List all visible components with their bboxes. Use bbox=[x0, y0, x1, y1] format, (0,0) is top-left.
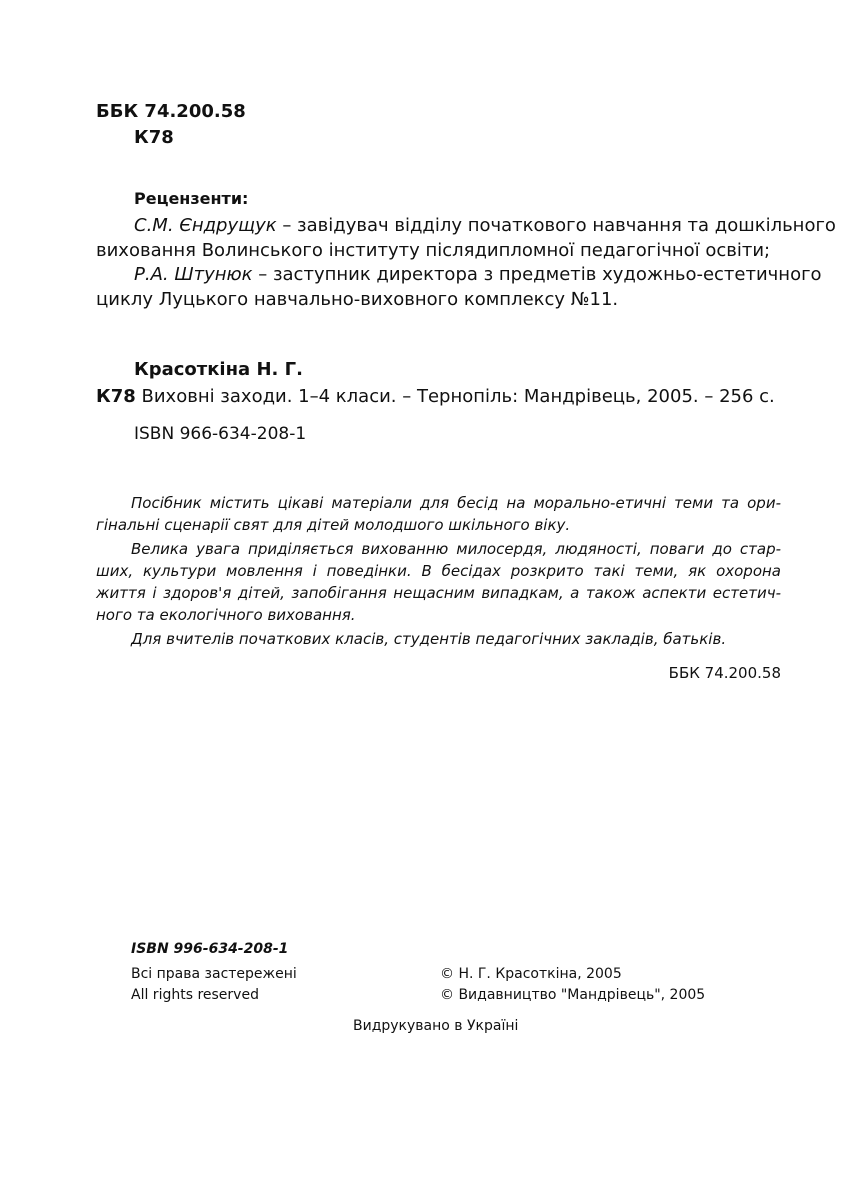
copyright-author: © Н. Г. Красоткіна, 2005 bbox=[440, 966, 622, 982]
copyright-publisher: © Видавництво "Мандрівець", 2005 bbox=[440, 987, 706, 1003]
footer-isbn: ISBN 996-634-208-1 bbox=[131, 941, 289, 957]
reviewer-2-name: Р.А. Штунюк bbox=[134, 264, 253, 285]
bbk-code: ББК 74.200.58 bbox=[96, 101, 246, 122]
rights-english: All rights reserved bbox=[131, 987, 259, 1003]
annotation-line: гінальні сценарії свят для дітей молодшого шкільного віку. bbox=[96, 516, 571, 534]
author-sign: К78 bbox=[134, 127, 174, 148]
bibliographic-code: К78 bbox=[96, 386, 136, 407]
author-name: Красоткіна Н. Г. bbox=[134, 359, 303, 380]
annotation-line: Для вчителів початкових класів, студентів педагогічних закладів, батьків. bbox=[131, 630, 727, 648]
reviewer-2-line-2: циклу Луцького навчально-виховного комплексу №11. bbox=[96, 289, 619, 310]
reviewer-2-line-1 bbox=[134, 264, 822, 285]
description-text: Виховні заходи. 1–4 класи. – Тернопіль: Мандрівець, 2005. – 256 с. bbox=[141, 386, 775, 407]
reviewer-2-role: – заступник директора з предметів художньо-естетичного bbox=[252, 264, 822, 285]
annotation-line: ших, культури мовлення і поведінки. В бесідах розкрито такі теми, як охорона bbox=[96, 562, 781, 580]
isbn-record: ISBN 966-634-208-1 bbox=[134, 424, 307, 444]
annotation-line: життя і здоров'я дітей, запобігання нещасним випадкам, а також аспекти естетич- bbox=[96, 584, 781, 602]
reviewer-1-line-2: виховання Волинського інституту післядипломної педагогічної освіти; bbox=[96, 240, 771, 261]
rights-ukrainian: Всі права застережені bbox=[131, 966, 297, 982]
reviewers-heading: Рецензенти: bbox=[134, 189, 249, 208]
printed-in: Видрукувано в Україні bbox=[353, 1018, 519, 1034]
bibliographic-description bbox=[96, 386, 775, 407]
annotation-line: Велика увага приділяється вихованню милосердя, людяності, поваги до стар- bbox=[131, 540, 781, 558]
reviewer-1-role: – завідувач відділу початкового навчання та дошкільного bbox=[276, 215, 836, 236]
reviewer-1-line-1 bbox=[134, 215, 836, 236]
annotation-line: Посібник містить цікаві матеріали для бесід на морально-етичні теми та ори- bbox=[131, 494, 781, 512]
annotation-bbk: ББК 74.200.58 bbox=[668, 664, 781, 682]
reviewer-1-name: С.М. Єндрущук bbox=[134, 215, 277, 236]
annotation-line: ного та екологічного виховання. bbox=[96, 606, 356, 624]
